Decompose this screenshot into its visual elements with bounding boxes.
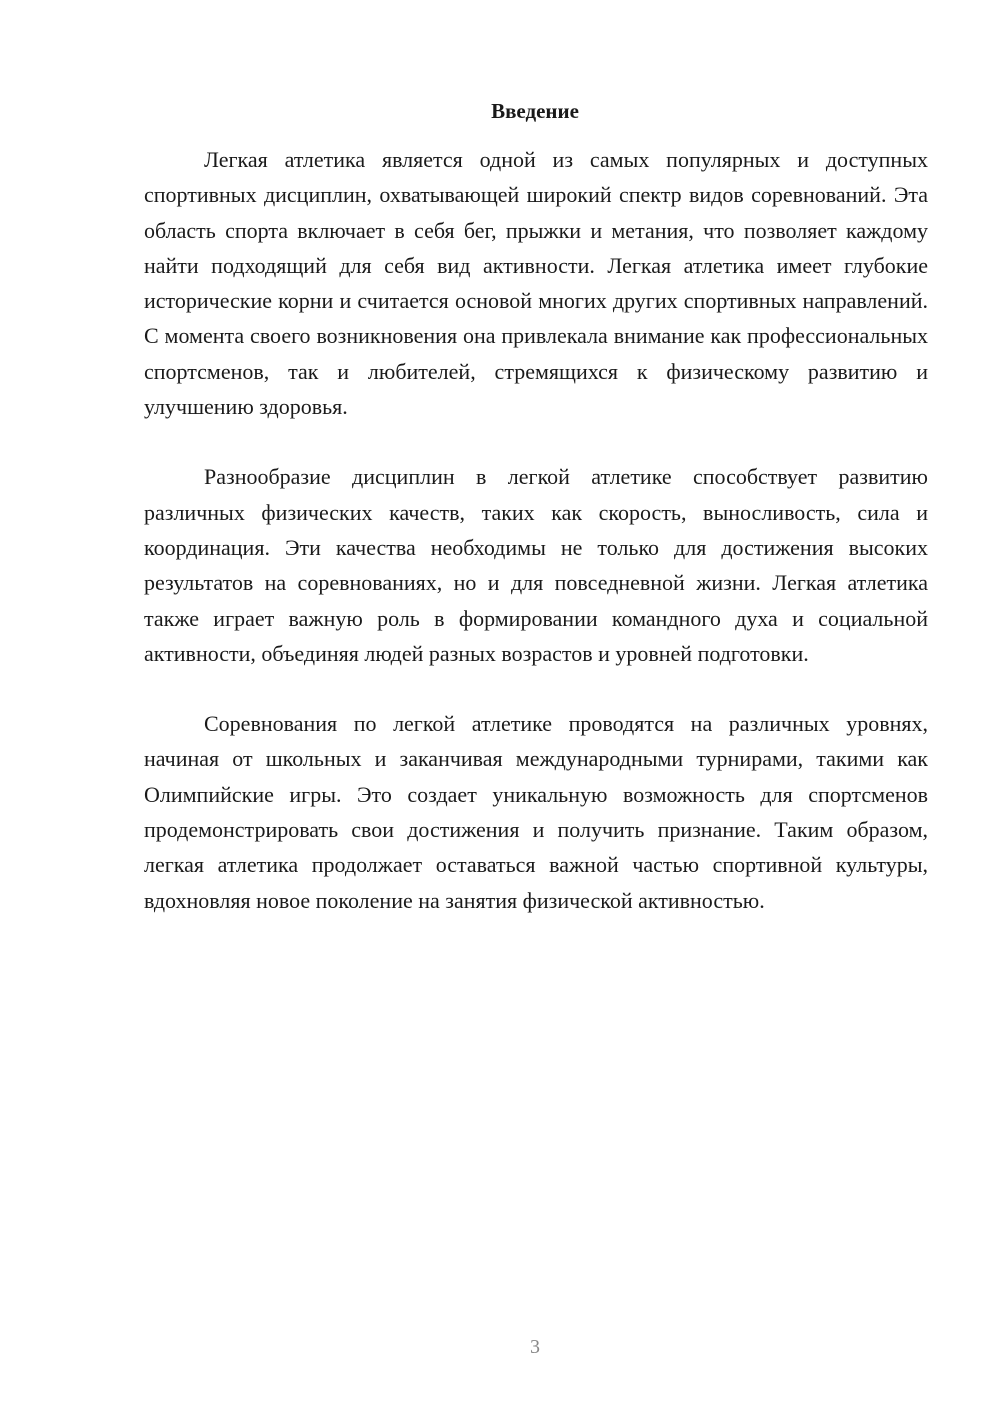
- page-number: 3: [530, 1336, 540, 1358]
- section-title: Введение: [491, 99, 579, 123]
- paragraph-1: Легкая атлетика является одной из самых популярных и доступных спортивных дисциплин, охватывающей широкий спектр видов соревнований. Эта область спорта включает в себя бег, прыжки и метания, что позволяет каждому найти подходящий для себя вид активности. Легкая атлетика имеет глубокие исторические корни и считается основой многих других спортивных направлений. С момента своего возникновения она привлекала внимание как профессиональных спортсменов, так и любителей, стремящихся к физическому развитию и улучшению здоровья.: [144, 147, 928, 420]
- paragraph-3: Соревнования по легкой атлетике проводятся на различных уровнях, начиная от школьных и заканчивая международными турнирами, такими как Олимпийские игры. Это создает уникальную возможность для спортсменов продемонстрировать свои достижения и получить признание. Таким образом, легкая атлетика продолжает оставаться важной частью спортивной культуры, вдохновляя новое поколение на занятия физической активностью.: [144, 711, 928, 913]
- paragraph-2: Разнообразие дисциплин в легкой атлетике способствует развитию различных физических качеств, таких как скорость, выносливость, сила и координация. Эти качества необходимы не только для достижения высоких результатов на соревнованиях, но и для повседневной жизни. Легкая атлетика также играет важную роль в формировании командного духа и социальной активности, объединяя людей разных возрастов и уровней подготовки.: [144, 464, 928, 666]
- body-text: [144, 142, 928, 918]
